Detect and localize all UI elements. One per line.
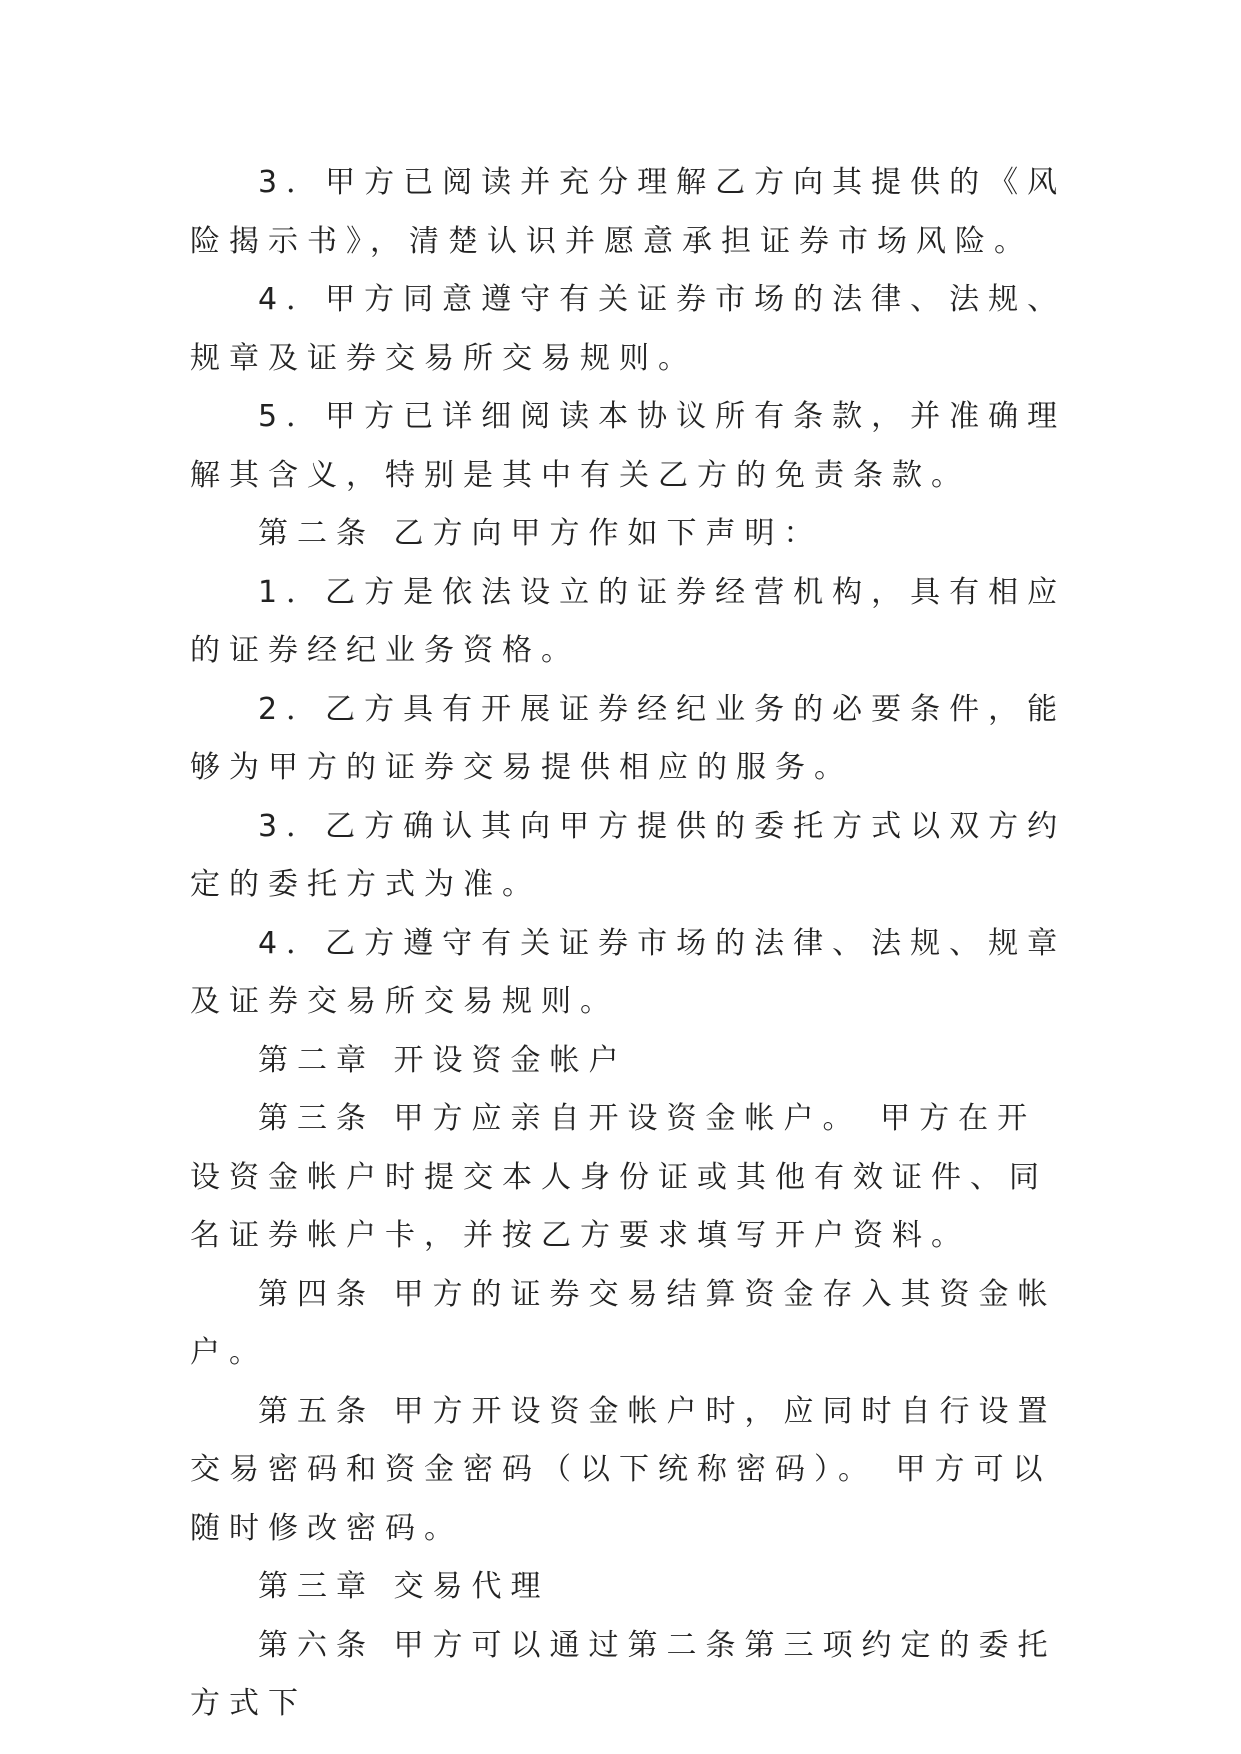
article-5: 第五条 甲方开设资金帐户时，应同时自行设置交易密码和资金密码（以下统称密码）。 甲方可以随时修改密码。 <box>190 1393 1057 1546</box>
article-4: 第四条 甲方的证券交易结算资金存入其资金帐户。 <box>190 1276 1057 1370</box>
article-3: 第三条 甲方应亲自开设资金帐户。 甲方在开设资金帐户时提交本人身份证或其他有效证件、同名证券帐户卡，并按乙方要求填写开户资料。 <box>190 1101 1048 1253</box>
article-2-heading: 第二条 乙方向甲方作如下声明： <box>258 516 823 551</box>
article-6: 第六条 甲方可以通过第二条第三项约定的委托方式下 <box>190 1627 1057 1721</box>
paragraph-6: 2．乙方具有开展证券经纪业务的必要条件，能够为甲方的证券交易提供相应的服务。 <box>190 691 1067 785</box>
paragraph-5: 1．乙方是依法设立的证券经营机构，具有相应的证券经纪业务资格。 <box>190 574 1067 668</box>
chapter-3-heading: 第三章 交易代理 <box>258 1569 550 1604</box>
chapter-2-heading: 第二章 开设资金帐户 <box>258 1042 628 1078</box>
paragraph-7: 3．乙方确认其向甲方提供的委托方式以双方约定的委托方式为准。 <box>190 808 1067 902</box>
paragraph-2: 4．甲方同意遵守有关证券市场的法律、法规、规章及证券交易所交易规则。 <box>190 282 1067 376</box>
paragraph-3: 5．甲方已详细阅读本协议所有条款，并准确理解其含义，特别是其中有关乙方的免责条款。 <box>190 399 1067 493</box>
paragraph-8: 4．乙方遵守有关证券市场的法律、法规、规章及证券交易所交易规则。 <box>190 925 1067 1019</box>
paragraph-1: 3．甲方已阅读并充分理解乙方向其提供的《风险揭示书》，清楚认识并愿意承担证券市场风险。 <box>190 165 1067 259</box>
document-body <box>190 154 1070 1734</box>
